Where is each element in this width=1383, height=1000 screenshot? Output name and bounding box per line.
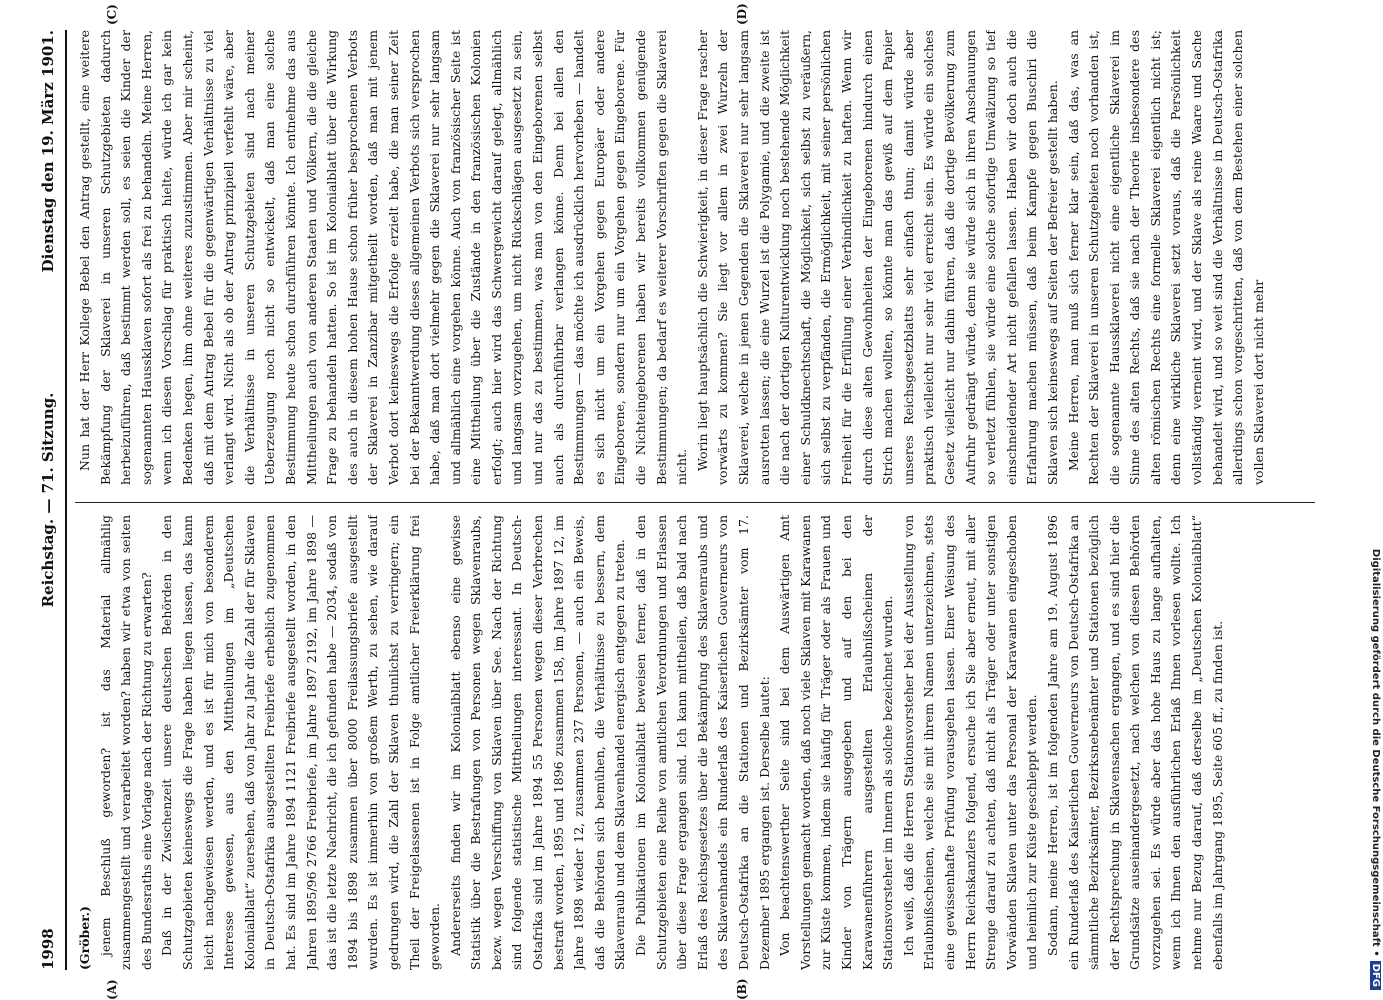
margin-mark-b: (B) (735, 978, 749, 1000)
paragraph: Die Publikationen im Kolonialblatt beweisen ferner, daß in den Schutzgebieten eine Reihe von amtlichen Verordnungen und Erlassen über diese Frage ergangen sind. Ich kann mittheilen, daß bald nach Erlaß des Reichsgesetzes über die Bekämpfung des Sklavenraubs und des Sklavenhandels ein Runderlaß des Kaiserlichen Gouverneurs von Deutsch-Ostafrika an die Stationen und Bezirksämter vom 17. Dezember 1895 ergangen ist. Derselbe lautet: (633, 515, 772, 970)
dfg-logo: DFG (1370, 961, 1381, 990)
rotated-page (35, 3, 1335, 1000)
margin-mark-a: (A) (105, 979, 119, 1000)
speaker-label: (Gröber.) (77, 906, 92, 970)
paragraph: Nun hat der Herr Kollege Bebel den Antrag gestellt, eine weitere Bekämpfung der Sklaverei in unseren Schutzgebieten dadurch herbeizuführen, daß bestimmt werden soll, es seien die Kinder der sogenannten Haussklaven sofort als frei zu behandeln. Meine Herren, wenn ich diesen Vorschlag für praktisch hielte, würde ich gar kein Bedenken hegen, ihm ohne weiteres zuzustimmen. Aber mir scheint, daß mit dem Antrag Bebel für die gegenwärtigen Verhältnisse zu viel verlangt wird. Nicht als ob der Antrag prinzipiell verfehlt wäre, aber die Verhältnisse in unseren Schutzgebieten sind nach meiner Ueberzeugung noch nicht so entwickelt, daß man eine solche Bestimmung heute schon durchführen könnte. Ich entnehme das aus Mittheilungen auch von anderen Staaten und Völkern, die die gleiche Frage zu behandeln hatten. So ist im Kolonialblatt über die Wirkung des auch in diesem hohen Hause schon früher besprochenen Verbots der Sklaverei in Zanzibar mitgetheilt worden, daß man mit jenem Verbot dort keineswegs die Erfolge erzielt habe, die man seiner Zeit bei der Bekanntwerdung dieses allgemeinen Verbots sich versprochen habe, daß man dort vielmehr gegen die Sklaverei nur sehr langsam und allmählich eine vorgehen könne. Auch von französischer Seite ist eine Mittheilung über die Zustände in den französischen Kolonien erfolgt; auch hier wird das Schwergewicht darauf gelegt, allmählich und langsam vorzugehen, um nicht Rückschlägen ausgesetzt zu sein, und nur das zu bestimmen, was man von den Eingeborenen selbst auch als durchführbar verlangen könne. Denn bei allen den Bestimmungen — das möchte ich ausdrücklich hervorheben — handelt es sich nicht um ein Vorgehen gegen Europäer oder andere Eingeborene, sondern nur um ein Vorgehen gegen Eingeborene. Für die Nichteingeborenen haben wir bereits vollkommen genügende Bestimmungen; da bedarf es weiterer Vorschriften gegen die Sklaverei nicht. (77, 30, 690, 485)
session-date: Dienstag den 19. März 1901. (39, 30, 57, 273)
paragraph: Daß in der Zwischenzeit unsere deutschen Behörden in den Schutzgebieten keineswegs die Frage haben liegen lassen, das kann leicht nachgewiesen werden, und es ist für mich von besonderem Interesse gewesen, aus den Mittheilungen im „Deutschen Kolonialblatt“ zuersehen, daß von Jahr zu Jahr die Zahl der für Sklaven in Deutsch-Ostafrika ausgestellten Freibriefe erheblich zugenommen hat. Es sind im Jahre 1894 1121 Freibriefe ausgestellt worden, in den Jahren 1895/96 2766 Freibriefe, im Jahre 1897 2192, im Jahre 1898 — das ist die letzte Nachricht, die ich gefunden habe — 2034, sodaß von 1894 bis 1898 zusammen über 8000 Freilassungsbriefe ausgestellt wurden. Es ist immerhin von großem Werth, zu sehen, wie darauf gedrungen wird, die Zahl der Sklaven thunlichst zu verringern; ein Theil der Freigelassenen ist in Folge amtlicher Freierklärung frei geworden. (159, 515, 443, 970)
digitization-credit (1363, 10, 1379, 990)
credit-text: Digitalisierung gefördert durch die Deutsche Forschungsgemeinschaft • (1370, 548, 1381, 957)
margin-mark-c: (C) (105, 4, 119, 25)
page-number: 1998 (39, 928, 57, 970)
session-title: Reichstag. — 71. Sitzung. (39, 392, 57, 608)
left-column (75, 515, 1315, 970)
margin-mark-d: (D) (735, 3, 749, 25)
paragraph: Andererseits finden wir im Kolonialblatt ebenso eine gewisse Statistik über die Bestrafungen von Personen wegen Sklavenraubs, bezw. wegen Verschiffung von Sklaven über See. Nach der Richtung sind folgende statistische Mittheilungen interessant. In Deutsch-Ostafrika sind im Jahre 1894 55 Personen wegen dieser Verbrechen bestraft worden, 1895 und 1896 zusammen 158, im Jahre 1897 12, im Jahre 1898 wieder 12, zusammen 237 Personen, — auch ein Beweis, daß die Behörden sich bemühen, die Verhältnisse zu bessern, dem Sklavenraub und dem Sklavenhandel energisch entgegen zu treten. (447, 515, 628, 970)
quoted-paragraph: Von beachtenswerther Seite sind bei dem Auswärtigen Amt Vorstellungen gemacht worden, daß noch viele Sklaven mit Karawanen zur Küste kommen, indem sie häufig für Träger oder als Frauen und Kinder von Trägern ausgegeben und auf den bei den Karawanenführern ausgestellten Erlaubnißscheinen der Stationsvorsteher im Innern als solche bezeichnet wurden. (777, 515, 896, 970)
paragraph: Sodann, meine Herren, ist im folgenden Jahre am 19. August 1896 ein Runderlaß des Kaiserlichen Gouverneurs von Deutsch-Ostafrika an sämmtliche Bezirksämter, Bezirksnebenämter und Stationen bezüglich der Rechtsprechung in Sklavensachen ergangen, und es sind hier die Grundsätze auseinandergesetzt, nach welchen von diesen Behörden vorzugehen sei. Es würde aber das hohe Haus zu lange aufhalten, wenn ich Ihnen den ausführlichen Erlaß Ihnen vorlesen wollte. Ich nehme nur Bezug darauf, daß derselbe im „Deutschen Kolonialblatt“ ebenfalls im Jahrgang 1895, Seite 605 ff., zu finden ist. (1044, 515, 1225, 970)
right-column (75, 30, 1315, 485)
paragraph: jenem Beschluß geworden? ist das Material allmählig zusammengestellt und verarbeitet worden? haben wir etwa von seiten des Bundesraths eine Vorlage nach der Richtung zu erwarten? (97, 515, 154, 970)
paragraph: Meine Herren, man muß sich ferner klar sein, daß das, was an Rechten der Sklaverei in unseren Schutzgebieten noch vorhanden ist, die sogenannte Haussklaverei nicht eine eigentliche Sklaverei im Sinne des alten Rechts, daß sie nach der Theorie insbesondere des alten römischen Rechts eine formelle Sklaverei eigentlich nicht ist; denn eine wirkliche Sklaverei setzt voraus, daß die Persönlichkeit vollständig verneint wird, und der Sklave als reine Waare und Sache behandelt wird, und so weit sind die Verhältnisse in Deutsch-Ostafrika allerdings schon vorgeschritten, daß von dem Bestehen einer solchen vollen Sklaverei dort nicht mehr (1065, 30, 1266, 485)
column-divider (75, 502, 1315, 503)
paragraph: Worin liegt hauptsächlich die Schwierigkeit, in dieser Frage rascher vorwärts zu kommen? Sie liegt vor allem in zwei Wurzeln der Sklaverei, welche in jenen Gegenden die Sklaverei nur sehr langsam ausrotten lassen; die eine Wurzel ist die Polygamie, und die zweite ist die nach der dortigen Kulturentwicklung noch bestehende Möglichkeit einer Schuldknechtschaft, die Möglichkeit, sich selbst zu veräußern, sich selbst zu verpfänden, die Ermöglichkeit, mit seiner persönlichen Freiheit für die Erfüllung einer Verbindlichkeit zu haften. Wenn wir durch diese alten Gewohnheiten der Eingeborenen hindurch einen Strich machen wollten, so könnte man das gewiß auf dem Papier unseres Reichsgesetzblatts sehr einfach thun; damit würde aber praktisch vielleicht nur sehr viel erreicht sein. Es würde ein solches Gesetz vielleicht nur dahin führen, daß die dortige Bevölkerung zum Aufruhr gedrängt würde, denn sie würde sich in ihren Anschauungen so verletzt fühlen, sie würde eine solche sofortige Umwälzung so tief einschneidender Art nicht gefallen lassen. Haben wir doch auch die Erfahrung machen müssen, daß beim Kampfe gegen Buschiri die Sklaven sich keineswegs auf Seiten der Befreier gestellt haben. (694, 30, 1060, 485)
page-header (35, 30, 67, 970)
quoted-paragraph: Ich weiß, daß die Herren Stationsvorsteher bei der Ausstellung von Erlaubnißscheinen, welche sie mit ihrem Namen unterzeichnen, stets eine gewissenhafte Prüfung vorausgehen lassen. Einer Weisung des Herrn Reichskanzlers folgend, ersuche ich Sie aber erneut, mit aller Strenge darauf zu achten, daß nicht als Träger oder unter sonstigen Vorwänden Sklaven unter das Personal der Karawanen eingeschoben und heimlich zur Küste geschleppt werden. (900, 515, 1040, 970)
